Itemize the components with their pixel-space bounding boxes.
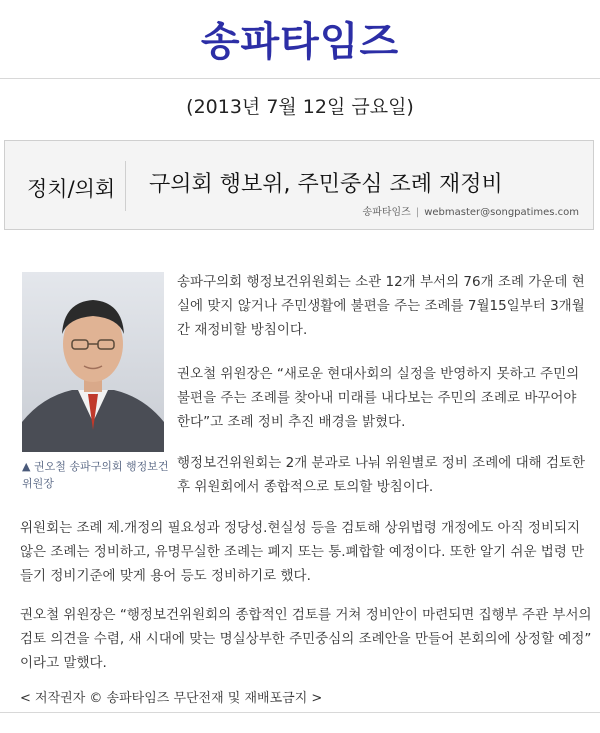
site-logo[interactable]: 송파타임즈: [200, 19, 400, 65]
article-photo: [22, 272, 164, 452]
section-label: 정치/의회: [27, 177, 116, 201]
copyright-notice: < 저작권자 © 송파타임즈 무단전재 및 재배포금지 >: [20, 691, 323, 706]
article-header: [4, 140, 594, 230]
masthead: [0, 0, 600, 80]
article-paragraph-3: 행정보건위원회는 2개 분과로 나눠 위원별로 정비 조례에 대해 검토한 후 위원회에서 종합적으로 토의할 방침이다.: [177, 455, 586, 495]
article-headline: 구의회 행보위, 주민중심 조례 재정비: [149, 172, 503, 197]
footer-divider: [0, 712, 600, 713]
masthead-divider: [0, 78, 600, 79]
publication-date: (2013년 7월 12일 금요일): [186, 96, 414, 118]
photo-caption: ▲ 권오철 송파구의회 행정보건위원장: [22, 460, 169, 490]
byline-source: 송파타임즈: [362, 207, 411, 218]
byline: [363, 203, 579, 218]
header-divider: [125, 161, 126, 211]
byline-email[interactable]: webmaster@songpatimes.com: [424, 207, 579, 218]
portrait-illustration: [22, 272, 164, 452]
article-paragraph-1: 송파구의회 행정보건위원회는 소관 12개 부서의 76개 조례 가운데 현실에 맞지 않거나 주민생활에 불편을 주는 조례를 7월15일부터 3개월간 재정비할 방침이다.: [177, 274, 585, 338]
article-paragraph-5: 권오철 위원장은 “행정보건위원회의 종합적인 검토를 거쳐 정비안이 마련되면 집행부 주관 부서의 검토 의견을 수렴, 새 시대에 맞는 명실상부한 주민중심의 조례안을 만들어 본회의에 상정할 예정” 이라고 말했다.: [20, 607, 592, 671]
article-paragraph-4: 위원회는 조례 제.개정의 필요성과 정당성.현실성 등을 검토해 상위법령 개정에도 아직 정비되지 않은 조례는 정비하고, 유명무실한 조례는 폐지 또는 통.폐합할 예정이다. 또한 알기 쉬운 법령 만들기 정비기준에 맞게 용어 등도 정비하기로 했다.: [20, 520, 585, 584]
byline-separator: |: [415, 207, 420, 218]
article-paragraph-2: 권오철 위원장은 “새로운 현대사회의 실정을 반영하지 못하고 주민의 불편을 주는 조례를 찾아내 미래를 내다보는 주민의 조례로 바꾸어야 한다”고 조례 정비 추진 배경을 밝혔다.: [177, 366, 580, 430]
